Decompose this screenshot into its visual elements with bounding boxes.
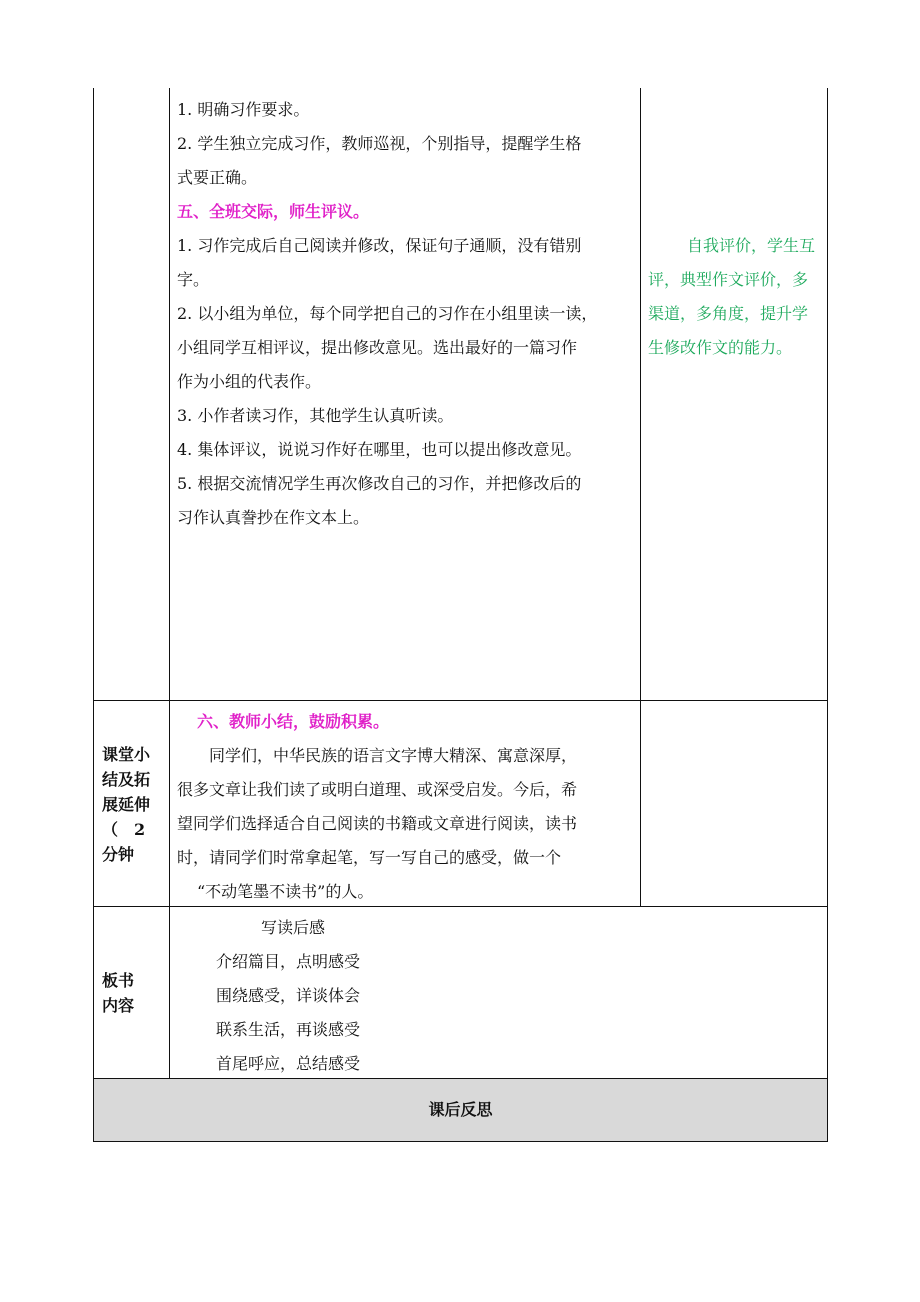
intent-line: 渠道，多角度，提升学 bbox=[648, 304, 809, 323]
section-heading-6: 六、教师小结，鼓励积累。 bbox=[197, 712, 390, 731]
board-line: 首尾呼应，总结感受 bbox=[216, 1054, 361, 1073]
practice-line: 小组同学互相评议，提出修改意见。选出最好的一篇习作 bbox=[177, 338, 578, 357]
practice-line: 5. 根据交流情况学生再次修改自己的习作，并把修改后的 bbox=[177, 474, 582, 493]
summary-line: 时，请同学们时常拿起笔，写一写自己的感受，做一个 bbox=[177, 848, 562, 867]
lesson-plan-table bbox=[93, 88, 828, 1142]
row-divider-3 bbox=[93, 1078, 828, 1079]
practice-line: 2. 学生独立完成习作，教师巡视，个别指导，提醒学生格 bbox=[177, 134, 582, 153]
summary-label-line: 课堂小 bbox=[102, 745, 151, 764]
summary-line: 很多文章让我们读了或明白道理、或深受启发。今后，希 bbox=[177, 780, 578, 799]
practice-line: 1. 习作完成后自己阅读并修改，保证句子通顺，没有错别 bbox=[177, 236, 582, 255]
board-line: 联系生活，再谈感受 bbox=[216, 1020, 361, 1039]
practice-line: 字。 bbox=[177, 270, 210, 289]
summary-line: 望同学们选择适合自己阅读的书籍或文章进行阅读，读书 bbox=[177, 814, 578, 833]
practice-line: 作为小组的代表作。 bbox=[177, 372, 322, 391]
board-line: 介绍篇目，点明感受 bbox=[216, 952, 361, 971]
board-line: 围绕感受，详谈体会 bbox=[216, 986, 361, 1005]
column-divider-1 bbox=[169, 88, 170, 1078]
practice-line: 1. 明确习作要求。 bbox=[177, 100, 310, 119]
table-border-left bbox=[93, 88, 94, 1142]
intent-line: 自我评价，学生互 bbox=[687, 236, 816, 255]
column-divider-2 bbox=[640, 88, 641, 906]
section-heading-5: 五、全班交际，师生评议。 bbox=[177, 202, 370, 221]
summary-label-line: （ 2 bbox=[102, 820, 146, 839]
table-border-right bbox=[827, 88, 828, 1142]
practice-line: 习作认真誊抄在作文本上。 bbox=[177, 508, 370, 527]
summary-label-line: 分钟 bbox=[102, 845, 135, 864]
reflection-heading: 课后反思 bbox=[428, 1100, 493, 1119]
board-label-line: 板书 bbox=[102, 971, 135, 990]
practice-line: 3. 小作者读习作，其他学生认真听读。 bbox=[177, 406, 454, 425]
board-title: 写读后感 bbox=[261, 918, 326, 937]
practice-line: 4. 集体评议，说说习作好在哪里，也可以提出修改意见。 bbox=[177, 440, 582, 459]
summary-line: 同学们，中华民族的语言文字博大精深、寓意深厚， bbox=[209, 746, 578, 765]
row-divider-1 bbox=[93, 700, 828, 701]
practice-line: 式要正确。 bbox=[177, 168, 258, 187]
table-border-bottom bbox=[93, 1141, 828, 1142]
intent-line: 评，典型作文评价，多 bbox=[648, 270, 809, 289]
summary-line: “不动笔墨不读书”的人。 bbox=[197, 882, 374, 901]
summary-label-line: 结及拓 bbox=[102, 770, 151, 789]
intent-line: 生修改作文的能力。 bbox=[648, 338, 793, 357]
practice-line: 2. 以小组为单位，每个同学把自己的习作在小组里读一读， bbox=[177, 304, 598, 323]
board-label-line: 内容 bbox=[102, 996, 135, 1015]
summary-label-line: 展延伸 bbox=[102, 795, 151, 814]
